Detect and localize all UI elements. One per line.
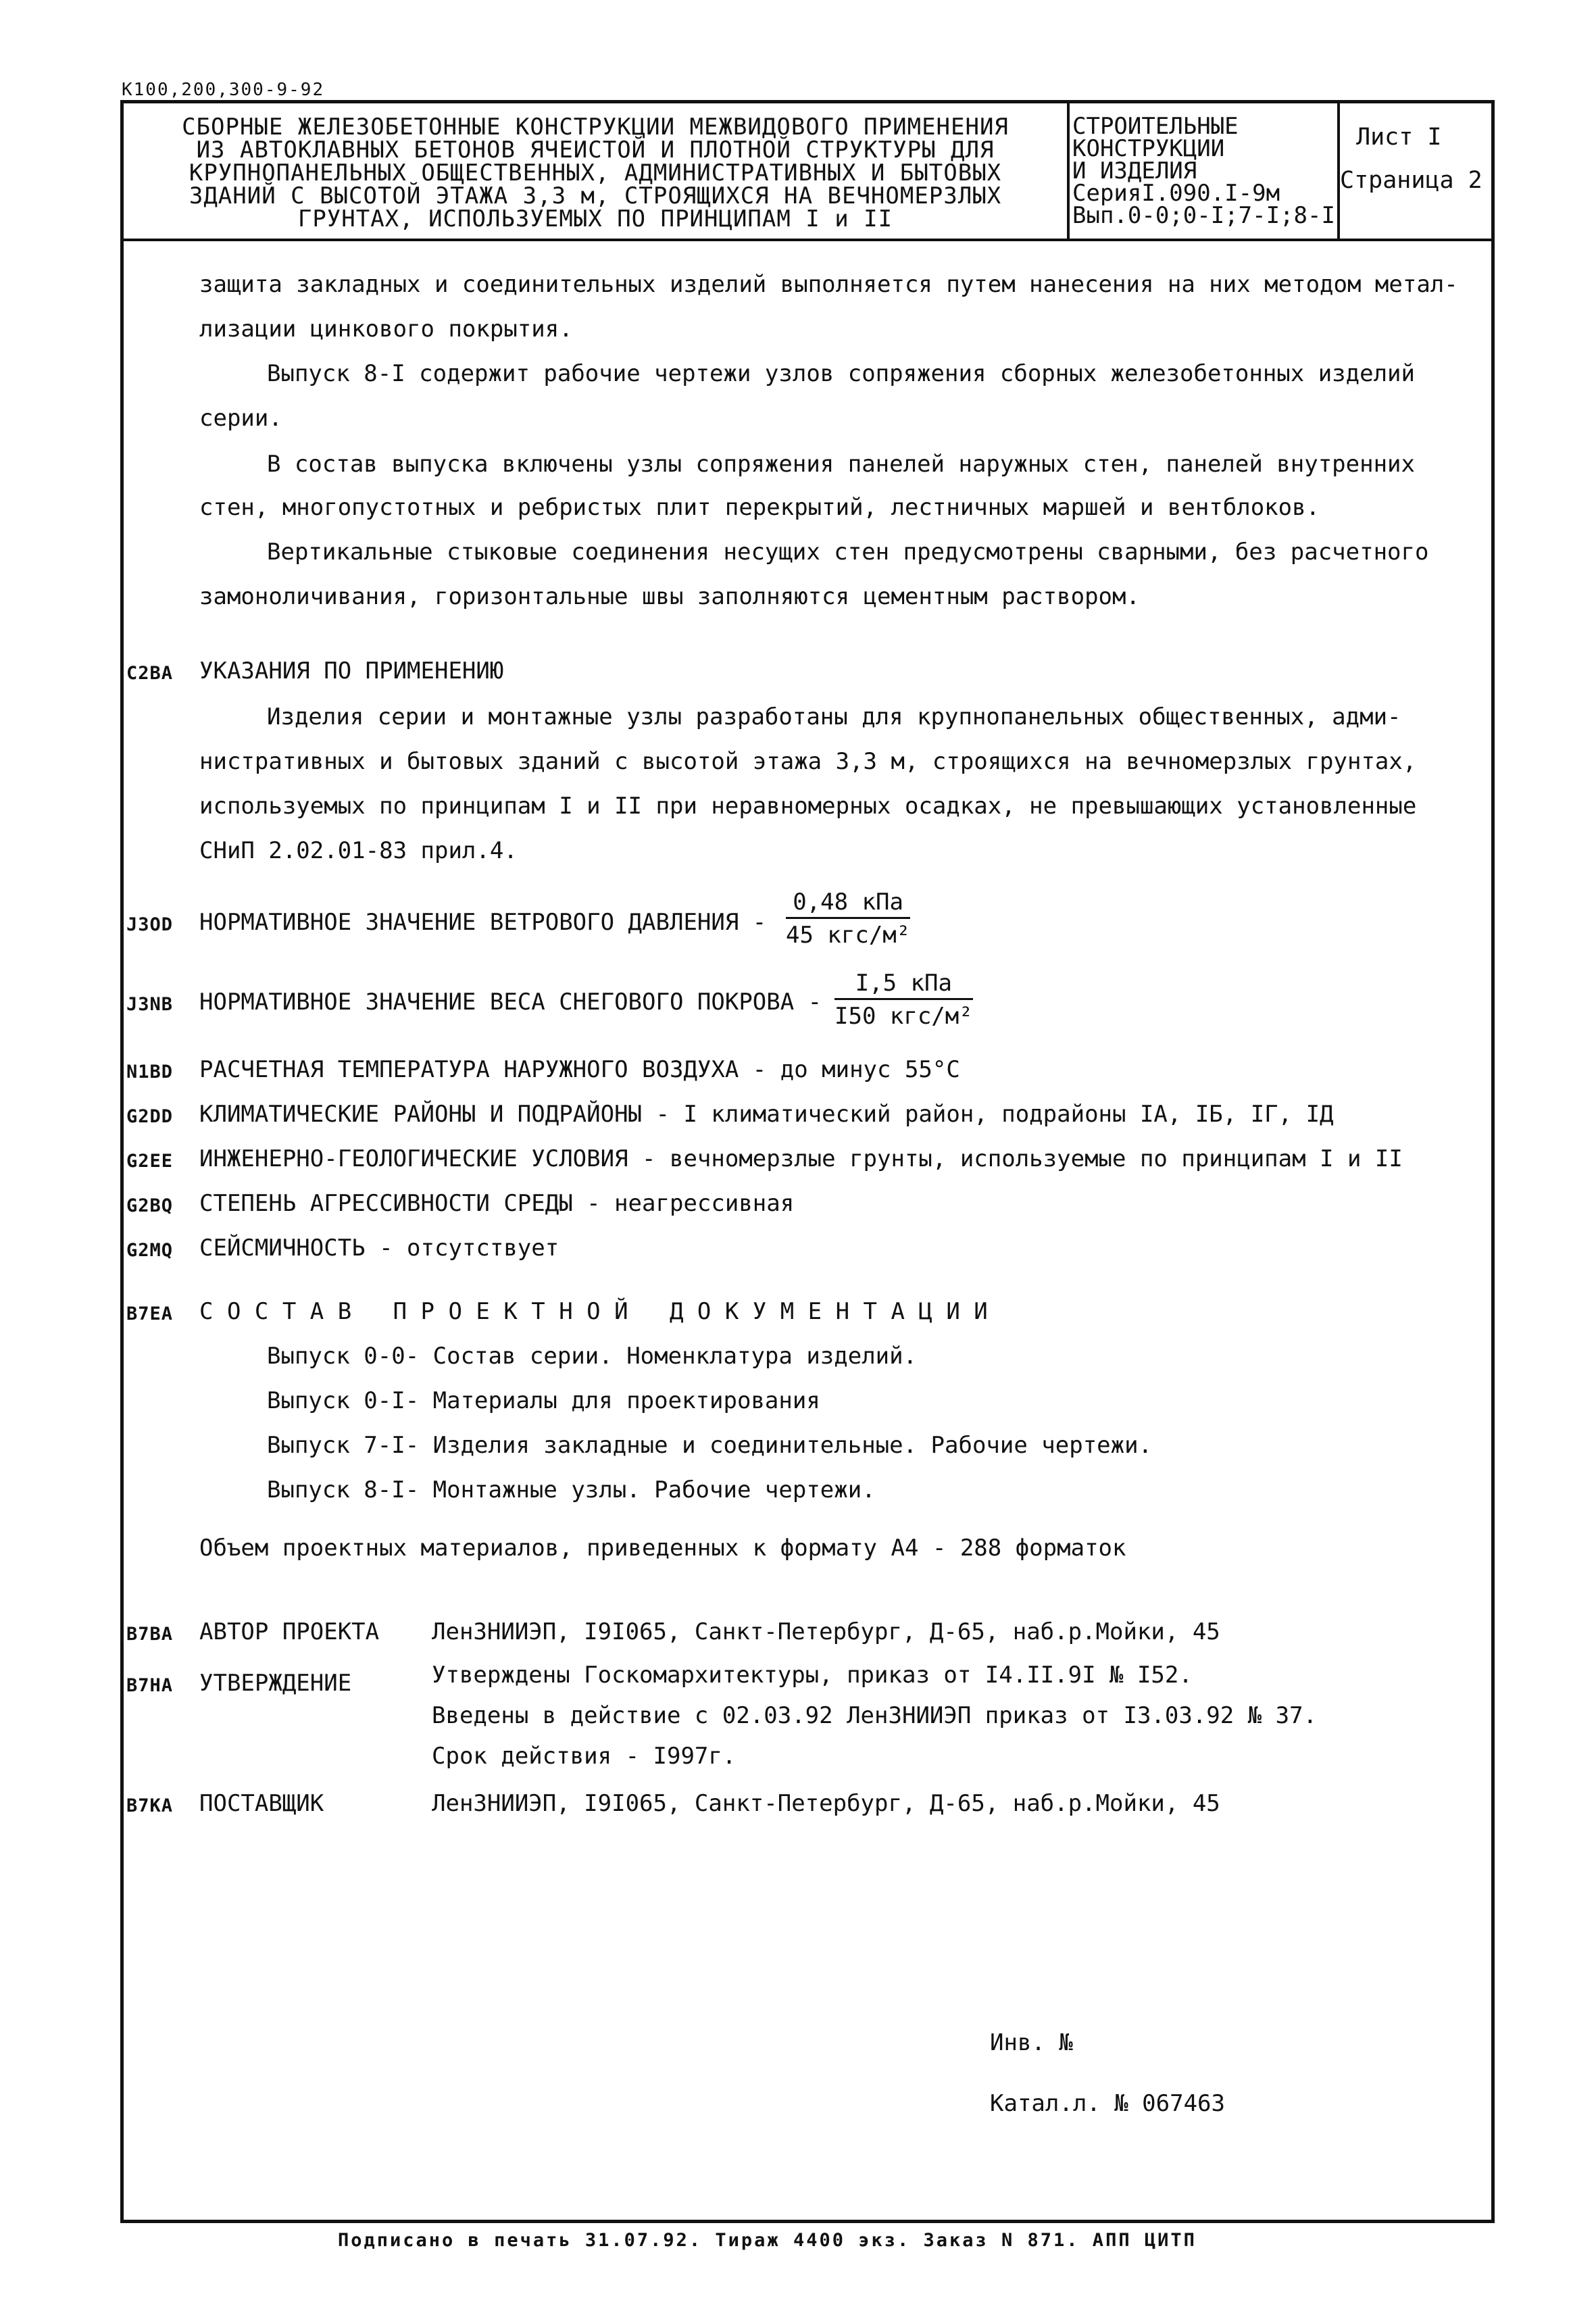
snow-value-kgs: I50 кгс/м² <box>834 1003 973 1030</box>
approval-code: B7HA <box>126 1675 174 1696</box>
snow-value <box>834 970 973 1030</box>
category-line: КОНСТРУКЦИИ <box>1072 135 1225 162</box>
intro-line: Выпуск 8-I содержит рабочие чертежи узлов сопряжения сборных железобетонных изделий <box>267 360 1415 387</box>
param-code: G2DD <box>126 1106 174 1127</box>
title-line: КРУПНОПАНЕЛЬНЫХ ОБЩЕСТВЕННЫХ, АДМИНИСТРАТИВНЫХ И БЫТОВЫХ <box>189 159 1002 186</box>
param-temperature: РАСЧЕТНАЯ ТЕМПЕРАТУРА НАРУЖНОГО ВОЗДУХА - до минус 55°С <box>199 1056 960 1083</box>
composition-item: Выпуск 0-I- Материалы для проектирования <box>267 1387 820 1414</box>
intro-line: замоноличивания, горизонтальные швы заполняются цементным раствором. <box>199 583 1140 610</box>
category-line: СТРОИТЕЛЬНЫЕ <box>1072 113 1239 140</box>
author-code: B7BA <box>126 1624 174 1645</box>
supplier-label: ПОСТАВЩИК <box>199 1790 324 1817</box>
approval-line: Срок действия - I997г. <box>432 1743 737 1770</box>
usage-line: нистративных и бытовых зданий с высотой этажа 3,3 м, строящихся на вечномерзлых грунтах, <box>199 748 1417 775</box>
composition-item: Выпуск 7-I- Изделия закладные и соединительные. Рабочие чертежи. <box>267 1432 1153 1459</box>
wind-value-kpa: 0,48 кПа <box>786 889 910 919</box>
usage-line: СНиП 2.02.01-83 прил.4. <box>199 837 518 864</box>
usage-code: C2BA <box>126 663 174 684</box>
category-line: И ИЗДЕЛИЯ <box>1072 157 1197 184</box>
page-number: Страница 2 <box>1340 167 1482 194</box>
print-footer: Подписано в печать 31.07.92. Тираж 4400 экз. Заказ N 871. АПП ЦИТП <box>338 2230 1197 2251</box>
title-line: ЗДАНИЙ С ВЫСОТОЙ ЭТАЖА 3,3 м, СТРОЯЩИХСЯ НА ВЕЧНОМЕРЗЛЫХ <box>189 182 1002 209</box>
approval-line: Утверждены Госкомархитектуры, приказ от I4.II.9I № I52. <box>432 1662 1193 1689</box>
category-block <box>1070 103 1340 239</box>
intro-line: Вертикальные стыковые соединения несущих стен предусмотрены сварными, без расчетного <box>267 539 1429 566</box>
usage-line: Изделия серии и монтажные узлы разработаны для крупнопанельных общественных, адми- <box>267 703 1401 730</box>
category-line: СерияI.090.I-9м <box>1072 180 1280 207</box>
intro-line: лизации цинкового покрытия. <box>199 316 573 343</box>
param-code: G2BQ <box>126 1195 174 1216</box>
sheet-number: Лист I <box>1356 124 1442 151</box>
composition-code: B7EA <box>126 1303 174 1324</box>
wind-label: НОРМАТИВНОЕ ЗНАЧЕНИЕ ВЕТРОВОГО ДАВЛЕНИЯ - <box>199 909 767 936</box>
composition-item: Выпуск 8-I- Монтажные узлы. Рабочие чертежи. <box>267 1476 876 1503</box>
intro-line: защита закладных и соединительных изделий выполняется путем нанесения на них методом метал- <box>199 271 1458 298</box>
author-label: АВТОР ПРОЕКТА <box>199 1618 380 1645</box>
title-line: СБОРНЫЕ ЖЕЛЕЗОБЕТОННЫЕ КОНСТРУКЦИИ МЕЖВИДОВОГО ПРИМЕНЕНИЯ <box>182 114 1009 141</box>
category-line: Вып.0-0;0-I;7-I;8-I <box>1072 202 1335 229</box>
param-aggressiveness: СТЕПЕНЬ АГРЕССИВНОСТИ СРЕДЫ - неагрессивная <box>199 1190 795 1217</box>
snow-label: НОРМАТИВНОЕ ЗНАЧЕНИЕ ВЕСА СНЕГОВОГО ПОКРОВА - <box>199 989 822 1016</box>
usage-heading: УКАЗАНИЯ ПО ПРИМЕНЕНИЮ <box>199 657 504 684</box>
composition-heading: С О С Т А В П Р О Е К Т Н О Й Д О К У М Е Н Т А Ц И И <box>199 1298 988 1325</box>
title-line: ИЗ АВТОКЛАВНЫХ БЕТОНОВ ЯЧЕИСТОЙ И ПЛОТНОЙ СТРУКТУРЫ ДЛЯ <box>196 136 995 164</box>
param-code: N1BD <box>126 1062 174 1082</box>
supplier-text: ЛенЗНИИЭП, I9I065, Санкт-Петербург, Д-65, наб.р.Мойки, 45 <box>432 1790 1220 1817</box>
usage-line: используемых по принципам I и II при неравномерных осадках, не превышающих установленные <box>199 793 1417 820</box>
param-code: G2EE <box>126 1151 174 1172</box>
intro-line: серии. <box>199 405 282 432</box>
composition-volume: Объем проектных материалов, приведенных к формату А4 - 288 форматок <box>199 1535 1126 1562</box>
intro-line: В состав выпуска включены узлы сопряжения панелей наружных стен, панелей внутренних <box>267 451 1415 478</box>
catalog-number: Катал.л. № 067463 <box>990 2090 1225 2117</box>
series-title <box>124 103 1070 239</box>
composition-item: Выпуск 0-0- Состав серии. Номенклатура изделий. <box>267 1343 918 1370</box>
document-code: К100,200,300-9-92 <box>122 80 325 100</box>
snow-value-kpa: I,5 кПа <box>834 970 973 1000</box>
param-climate: КЛИМАТИЧЕСКИЕ РАЙОНЫ И ПОДРАЙОНЫ - I климатический район, подрайоны IА, IБ, IГ, IД <box>199 1101 1334 1128</box>
wind-value-kgs: 45 кгс/м² <box>786 922 911 949</box>
param-seismic: СЕЙСМИЧНОСТЬ - отсутствует <box>199 1235 559 1262</box>
inventory-number: Инв. № <box>990 2029 1073 2056</box>
sheet-block <box>1340 103 1493 239</box>
intro-line: стен, многопустотных и ребристых плит перекрытий, лестничных маршей и вентблоков. <box>199 494 1320 521</box>
snow-code: J3NB <box>126 994 174 1015</box>
param-geology: ИНЖЕНЕРНО-ГЕОЛОГИЧЕСКИЕ УСЛОВИЯ - вечномерзлые грунты, используемые по принципам I и II <box>199 1145 1403 1172</box>
param-code: G2MQ <box>126 1240 174 1261</box>
title-line: ГРУНТАХ, ИСПОЛЬЗУЕМЫХ ПО ПРИНЦИПАМ I и II <box>297 205 893 232</box>
supplier-code: B7KA <box>126 1795 174 1816</box>
approval-line: Введены в действие с 02.03.92 ЛенЗНИИЭП приказ от I3.03.92 № 37. <box>432 1702 1318 1729</box>
author-text: ЛенЗНИИЭП, I9I065, Санкт-Петербург, Д-65, наб.р.Мойки, 45 <box>432 1618 1220 1645</box>
wind-code: J3OD <box>126 914 174 935</box>
wind-value <box>786 889 910 949</box>
approval-label: УТВЕРЖДЕНИЕ <box>199 1670 352 1697</box>
page-frame <box>120 100 1495 2223</box>
title-block <box>124 103 1491 241</box>
